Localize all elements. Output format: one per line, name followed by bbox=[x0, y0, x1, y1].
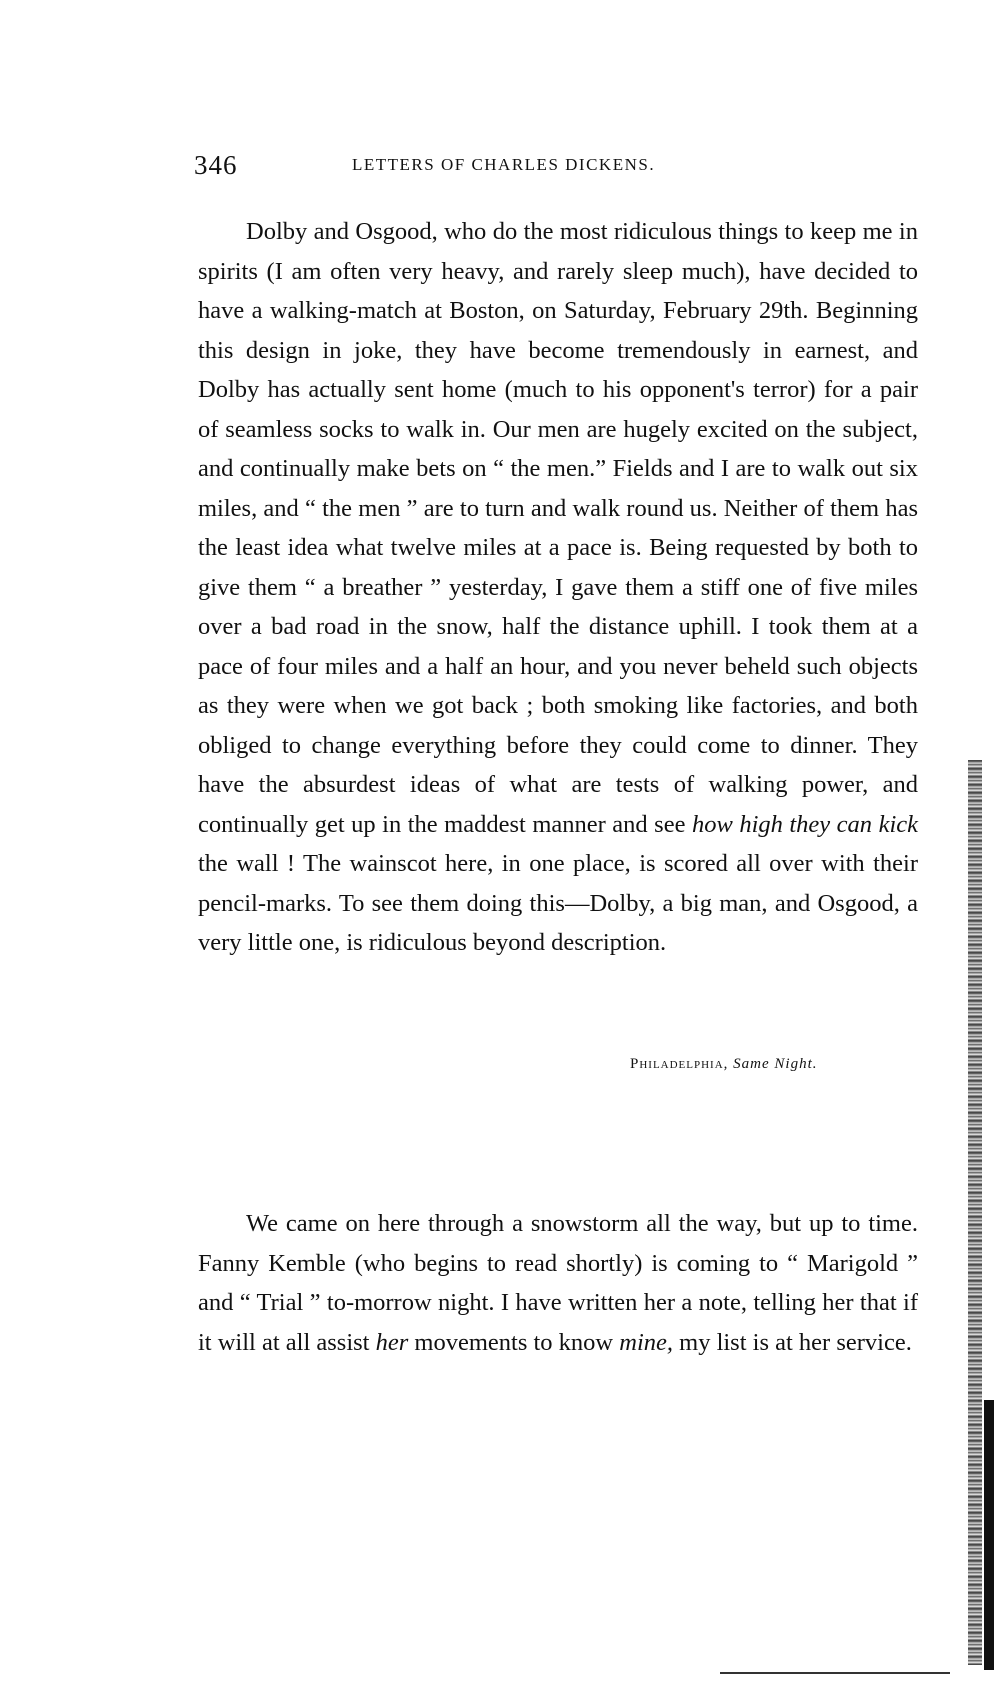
running-head: LETTERS OF CHARLES DICKENS. bbox=[352, 155, 656, 174]
paragraph-1-text-a: Dolby and Osgood, who do the most ridiculous things to keep me in spirits (I am often very heavy, and rarely sleep much), have decided to have a walking-match at Boston, on Saturday, February 29th. Beginning this design in joke, they have become tremendously in earnest, and Dolby has actually sent home (much to his opponent's terror) for a pair of seamless socks to walk in. Our men are hugely excited on the subject, and continually make bets on “ the men.” Fields and I are to walk out six miles, and “ the men ” are to turn and walk round us. Neither of them has the least idea what twelve miles at a pace is. Being requested by both to give them “ a breather ” yesterday, I gave them a stiff one of five miles over a bad road in the snow, half the distance uphill. I took them at a pace of four miles and a half an hour, and you never beheld such objects as they were when we got back ; both smoking like factories, and both obliged to change everything before they could come to dinner. They have the absurdest ideas of what are tests of walking power, and continually get up in the maddest manner and see bbox=[198, 218, 918, 838]
page-header bbox=[194, 150, 914, 184]
dateline-place: Philadelphia, bbox=[630, 1056, 729, 1072]
page-bottom-rule bbox=[720, 1672, 950, 1674]
paragraph-1-text-b: the wall ! The wainscot here, in one place, is scored all over with their pencil-marks. To see them doing this—Dolby, a big man, and Osgood, a very little one, is ridiculous beyond description. bbox=[198, 850, 918, 956]
dateline-time: Same Night. bbox=[733, 1056, 818, 1072]
page-number: 346 bbox=[194, 150, 238, 180]
dateline bbox=[630, 1056, 818, 1073]
paragraph-1-italic: how high they can kick bbox=[691, 810, 918, 838]
paragraph-2-italic-a: her bbox=[375, 1328, 409, 1356]
paragraph-2-text-b: movements to know bbox=[414, 1328, 614, 1356]
letter-paragraph-1 bbox=[198, 212, 918, 963]
paragraph-2-text-a: We came on here through a snowstorm all the way, but up to time. Fanny Kemble (who begins to read shortly) is coming to “ Marigold ” and “ Trial ” to-morrow night. I have written her a note, telling her that if it will at all assist bbox=[198, 1210, 918, 1356]
letter-paragraph-2 bbox=[198, 1204, 918, 1362]
page-edge-dark bbox=[984, 1400, 994, 1670]
paragraph-2-italic-b: mine, bbox=[619, 1328, 674, 1356]
paragraph-2-text-c: my list is at her service. bbox=[679, 1328, 912, 1356]
page-edge-shadow bbox=[968, 760, 982, 1665]
